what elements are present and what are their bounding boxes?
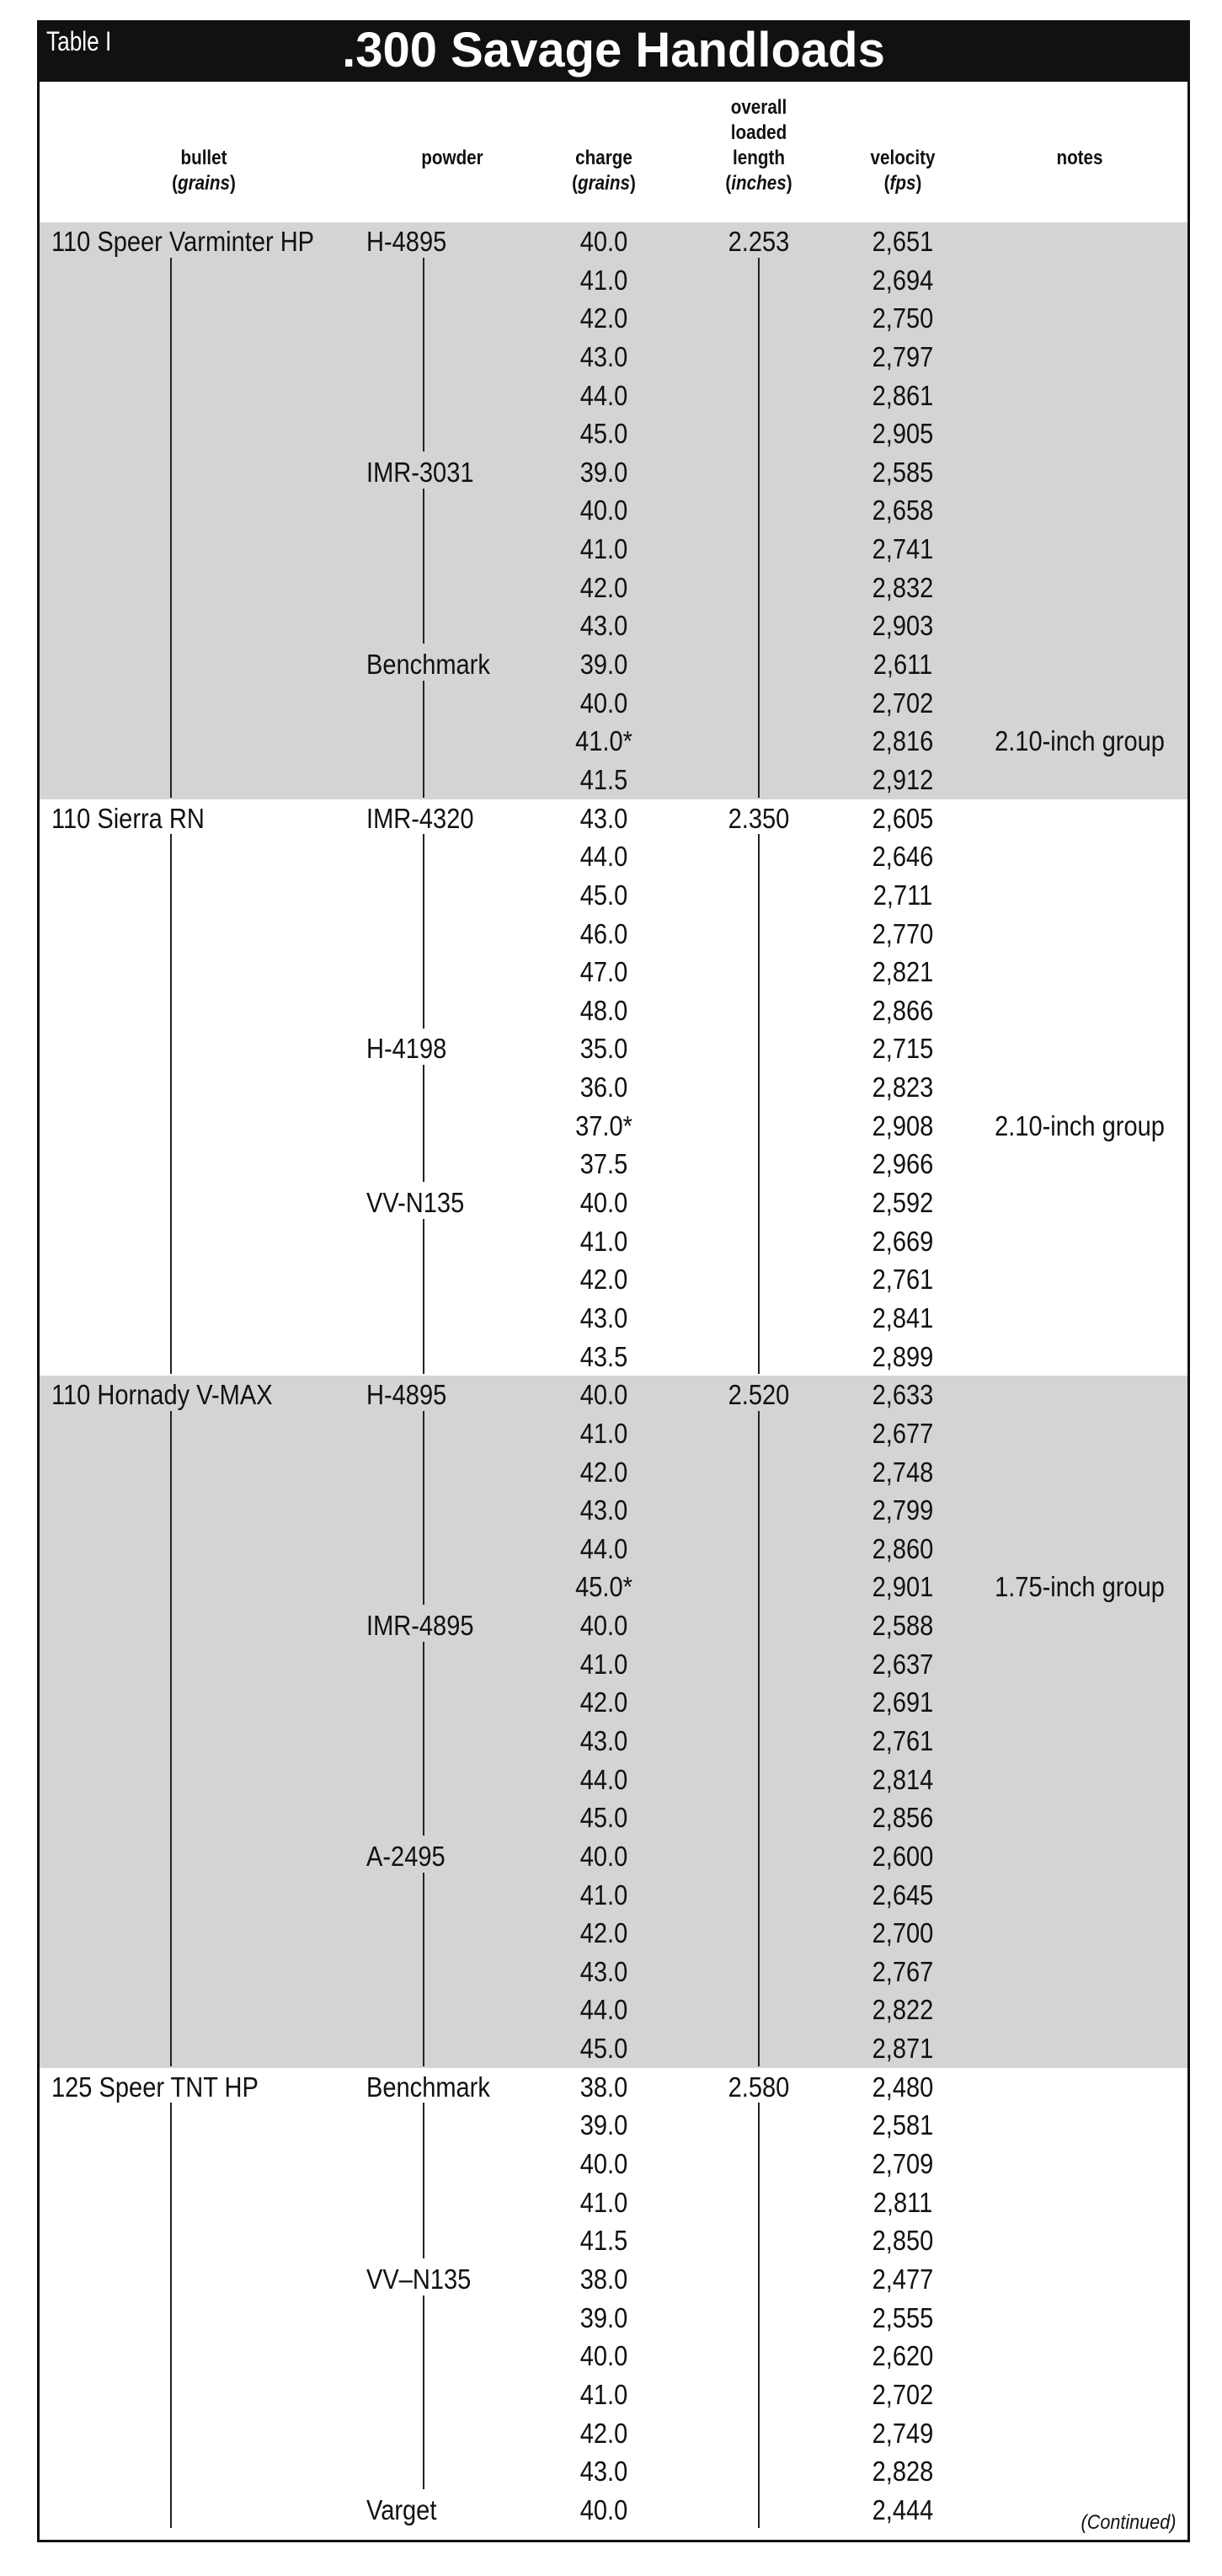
velocity-cell: 2,646: [872, 841, 934, 873]
velocity-cell: 2,761: [872, 1724, 934, 1756]
table-row: [40, 607, 1187, 645]
header-bullet: bullet (grains): [172, 147, 236, 195]
charge-cell: 43.0: [579, 2456, 628, 2488]
velocity-cell: 2,821: [872, 956, 934, 988]
notes-cell: 1.75-inch group: [995, 1571, 1165, 1603]
velocity-cell: 2,903: [872, 610, 934, 642]
charge-cell: 44.0: [579, 379, 628, 411]
charge-cell: 41.0: [579, 1879, 628, 1911]
charge-cell: 40.0: [579, 494, 628, 526]
table-row: [40, 645, 1187, 684]
velocity-cell: 2,585: [872, 456, 934, 488]
table-body: [40, 222, 1187, 2529]
charge-cell: 45.0: [579, 1802, 628, 1834]
table-row: [40, 299, 1187, 338]
powder-cell: Benchmark: [366, 2071, 490, 2103]
velocity-cell: 2,861: [872, 379, 934, 411]
table-row: [40, 1991, 1187, 2029]
charge-cell: 40.0: [579, 2340, 628, 2372]
table-row: [40, 1184, 1187, 1222]
table-row: [40, 1338, 1187, 1376]
charge-cell: 43.0: [579, 802, 628, 834]
charge-cell: 40.0: [579, 2148, 628, 2180]
velocity-cell: 2,908: [872, 1109, 934, 1141]
charge-cell: 38.0: [579, 2263, 628, 2295]
bullet-group: [40, 799, 1187, 1376]
velocity-cell: 2,750: [872, 302, 934, 334]
velocity-cell: 2,860: [872, 1532, 934, 1564]
notes-cell: 2.10-inch group: [995, 725, 1165, 757]
velocity-cell: 2,770: [872, 917, 934, 949]
charge-cell: 38.0: [579, 2071, 628, 2103]
velocity-cell: 2,966: [872, 1148, 934, 1180]
table-row: [40, 1645, 1187, 1684]
velocity-cell: 2,633: [872, 1379, 934, 1411]
table-row: [40, 1761, 1187, 1799]
table-row: [40, 2491, 1187, 2530]
charge-cell: 45.0*: [575, 1571, 632, 1603]
powder-cell: A-2495: [366, 1840, 446, 1872]
charge-cell: 39.0: [579, 2301, 628, 2333]
powder-continuation-line: [423, 2103, 424, 2258]
notes-cell: 2.10-inch group: [995, 1109, 1165, 1141]
velocity-cell: 2,477: [872, 2263, 934, 2295]
table-row: [40, 1491, 1187, 1530]
table-row: [40, 2068, 1187, 2107]
table-row: [40, 1722, 1187, 1761]
velocity-cell: 2,709: [872, 2148, 934, 2180]
oal-cell: 2.253: [728, 226, 790, 257]
velocity-cell: 2,691: [872, 1686, 934, 1718]
charge-cell: 47.0: [579, 956, 628, 988]
powder-continuation-line: [423, 1411, 424, 1605]
table-row: [40, 1260, 1187, 1299]
charge-cell: 40.0: [579, 1379, 628, 1411]
charge-cell: 40.0: [579, 2493, 628, 2525]
continued-note: (Continued): [1081, 2511, 1176, 2534]
velocity-cell: 2,711: [872, 879, 933, 911]
header-oal: overall loaded length (inches): [725, 96, 792, 195]
table-row: [40, 414, 1187, 453]
velocity-cell: 2,814: [872, 1763, 934, 1795]
velocity-cell: 2,799: [872, 1494, 934, 1526]
velocity-cell: 2,767: [872, 1955, 934, 1987]
table-row: [40, 1145, 1187, 1184]
charge-cell: 42.0: [579, 2417, 628, 2449]
velocity-cell: 2,912: [872, 763, 934, 795]
header-powder: powder: [421, 147, 483, 169]
charge-cell: 46.0: [579, 917, 628, 949]
charge-cell: 43.0: [579, 1301, 628, 1333]
table-row: [40, 1453, 1187, 1492]
bullet-group: [40, 2068, 1187, 2530]
charge-cell: 40.0: [579, 687, 628, 719]
velocity-cell: 2,841: [872, 1301, 934, 1333]
powder-continuation-line: [423, 1642, 424, 1836]
charge-cell: 39.0: [579, 2109, 628, 2141]
velocity-cell: 2,620: [872, 2340, 934, 2372]
charge-cell: 35.0: [579, 1033, 628, 1065]
table-row: [40, 1568, 1187, 1606]
table-row: [40, 377, 1187, 415]
powder-continuation-line: [423, 2295, 424, 2489]
bullet-continuation-line: [170, 1411, 172, 2066]
velocity-cell: 2,669: [872, 1225, 934, 1257]
table-row: [40, 2414, 1187, 2453]
powder-continuation-line: [423, 1065, 424, 1182]
velocity-cell: 2,651: [872, 226, 934, 257]
table-row: [40, 338, 1187, 377]
velocity-cell: 2,702: [872, 2378, 934, 2410]
oal-cell: 2.520: [728, 1379, 790, 1411]
charge-cell: 40.0: [579, 1840, 628, 1872]
oal-cell: 2.350: [728, 802, 790, 834]
velocity-cell: 2,645: [872, 1879, 934, 1911]
table-row: [40, 799, 1187, 838]
table-row: [40, 222, 1187, 261]
charge-cell: 41.0: [579, 1225, 628, 1257]
table-row: [40, 1876, 1187, 1915]
table-title: .300 Savage Handloads: [342, 23, 885, 77]
table-row: [40, 2183, 1187, 2222]
table-row: [40, 1606, 1187, 1645]
charge-cell: 45.0: [579, 2033, 628, 2065]
table-row: [40, 722, 1187, 761]
table-row: [40, 2221, 1187, 2260]
velocity-cell: 2,899: [872, 1340, 934, 1372]
table-row: [40, 1414, 1187, 1453]
charge-cell: 37.5: [579, 1148, 628, 1180]
velocity-cell: 2,741: [872, 533, 934, 565]
powder-cell: IMR-4320: [366, 802, 474, 834]
table-row: [40, 1376, 1187, 1414]
velocity-cell: 2,901: [872, 1571, 934, 1603]
velocity-cell: 2,605: [872, 802, 934, 834]
charge-cell: 43.0: [579, 610, 628, 642]
charge-cell: 48.0: [579, 994, 628, 1026]
table-row: [40, 569, 1187, 607]
table-row: [40, 1107, 1187, 1146]
charge-cell: 43.0: [579, 1724, 628, 1756]
table-row: [40, 876, 1187, 915]
charge-cell: 44.0: [579, 841, 628, 873]
powder-cell: IMR-4895: [366, 1610, 474, 1642]
charge-cell: 40.0: [579, 1187, 628, 1219]
velocity-cell: 2,748: [872, 1456, 934, 1488]
powder-continuation-line: [423, 258, 424, 452]
velocity-cell: 2,480: [872, 2071, 934, 2103]
velocity-cell: 2,905: [872, 418, 934, 450]
table-label: Table I: [46, 26, 112, 56]
powder-continuation-line: [423, 489, 424, 644]
table-row: [40, 2452, 1187, 2491]
charge-cell: 41.0: [579, 533, 628, 565]
velocity-cell: 2,871: [872, 2033, 934, 2065]
charge-cell: 45.0: [579, 418, 628, 450]
velocity-cell: 2,677: [872, 1417, 934, 1449]
velocity-cell: 2,588: [872, 1610, 934, 1642]
velocity-cell: 2,866: [872, 994, 934, 1026]
charge-cell: 39.0: [579, 456, 628, 488]
table-row: [40, 1530, 1187, 1569]
charge-cell: 44.0: [579, 1994, 628, 2026]
powder-continuation-line: [423, 834, 424, 1028]
table-row: [40, 2106, 1187, 2145]
table-row: [40, 2029, 1187, 2068]
charge-cell: 41.0: [579, 2186, 628, 2218]
velocity-cell: 2,600: [872, 1840, 934, 1872]
velocity-cell: 2,592: [872, 1187, 934, 1219]
bullet-continuation-line: [170, 2103, 172, 2527]
oal-cell: 2.580: [728, 2071, 790, 2103]
charge-cell: 43.0: [579, 1494, 628, 1526]
charge-cell: 42.0: [579, 1917, 628, 1949]
charge-cell: 42.0: [579, 302, 628, 334]
table-row: [40, 1914, 1187, 1953]
velocity-cell: 2,694: [872, 264, 934, 296]
table-row: [40, 2337, 1187, 2376]
oal-continuation-line: [758, 1411, 760, 2066]
table-row: [40, 761, 1187, 799]
header-charge: charge (grains): [572, 147, 636, 195]
velocity-cell: 2,444: [872, 2493, 934, 2525]
bullet-group: [40, 1376, 1187, 2068]
charge-cell: 43.0: [579, 340, 628, 372]
charge-cell: 41.0: [579, 2378, 628, 2410]
velocity-cell: 2,856: [872, 1802, 934, 1834]
velocity-cell: 2,797: [872, 340, 934, 372]
table-row: [40, 2260, 1187, 2299]
velocity-cell: 2,555: [872, 2301, 934, 2333]
bullet-cell: 110 Sierra RN: [51, 802, 205, 834]
header-velocity: velocity (fps): [870, 147, 936, 195]
velocity-cell: 2,811: [872, 2186, 933, 2218]
charge-cell: 41.0: [579, 1417, 628, 1449]
table-row: [40, 530, 1187, 569]
powder-continuation-line: [423, 681, 424, 798]
bullet-group: [40, 222, 1187, 799]
charge-cell: 40.0: [579, 226, 628, 257]
table-row: [40, 684, 1187, 723]
powder-cell: H-4198: [366, 1033, 447, 1065]
velocity-cell: 2,581: [872, 2109, 934, 2141]
charge-cell: 39.0: [579, 649, 628, 681]
velocity-cell: 2,749: [872, 2417, 934, 2449]
velocity-cell: 2,715: [872, 1033, 934, 1065]
powder-cell: VV-N135: [366, 1187, 465, 1219]
bullet-cell: 125 Speer TNT HP: [51, 2071, 259, 2103]
table-row: [40, 1029, 1187, 1068]
bullet-cell: 110 Hornady V-MAX: [51, 1379, 273, 1411]
velocity-cell: 2,823: [872, 1072, 934, 1104]
velocity-cell: 2,822: [872, 1994, 934, 2026]
charge-cell: 37.0*: [575, 1109, 632, 1141]
charge-cell: 41.0: [579, 1648, 628, 1680]
table-row: [40, 1798, 1187, 1837]
charge-cell: 41.0*: [575, 725, 632, 757]
velocity-cell: 2,702: [872, 687, 934, 719]
velocity-cell: 2,828: [872, 2456, 934, 2488]
charge-cell: 42.0: [579, 1456, 628, 1488]
velocity-cell: 2,832: [872, 571, 934, 603]
header-notes: notes: [1056, 147, 1103, 169]
table-row: [40, 1222, 1187, 1261]
velocity-cell: 2,611: [872, 649, 933, 681]
charge-cell: 41.5: [579, 763, 628, 795]
table-row: [40, 1683, 1187, 1722]
bullet-cell: 110 Speer Varminter HP: [51, 226, 315, 257]
table-row: [40, 2299, 1187, 2338]
bullet-continuation-line: [170, 258, 172, 798]
table-row: [40, 1953, 1187, 1991]
table-row: [40, 953, 1187, 991]
table-row: [40, 915, 1187, 954]
powder-cell: Benchmark: [366, 649, 490, 681]
charge-cell: 44.0: [579, 1763, 628, 1795]
table-row: [40, 261, 1187, 300]
oal-continuation-line: [758, 258, 760, 798]
oal-continuation-line: [758, 834, 760, 1374]
velocity-cell: 2,761: [872, 1264, 934, 1296]
charge-cell: 43.5: [579, 1340, 628, 1372]
charge-cell: 36.0: [579, 1072, 628, 1104]
velocity-cell: 2,637: [872, 1648, 934, 1680]
handloads-table: [37, 20, 1190, 2542]
charge-cell: 45.0: [579, 879, 628, 911]
powder-cell: IMR-3031: [366, 456, 474, 488]
powder-cell: VV–N135: [366, 2263, 472, 2295]
charge-cell: 42.0: [579, 1686, 628, 1718]
charge-cell: 40.0: [579, 1610, 628, 1642]
table-row: [40, 1068, 1187, 1107]
table-row: [40, 2376, 1187, 2414]
powder-cell: H-4895: [366, 226, 447, 257]
charge-cell: 42.0: [579, 1264, 628, 1296]
charge-cell: 41.5: [579, 2225, 628, 2257]
velocity-cell: 2,658: [872, 494, 934, 526]
oal-continuation-line: [758, 2103, 760, 2527]
title-bar: [40, 23, 1187, 82]
powder-continuation-line: [423, 1873, 424, 2066]
table-row: [40, 453, 1187, 492]
velocity-cell: 2,700: [872, 1917, 934, 1949]
charge-cell: 43.0: [579, 1955, 628, 1987]
charge-cell: 41.0: [579, 264, 628, 296]
table-row: [40, 837, 1187, 876]
bullet-continuation-line: [170, 834, 172, 1374]
powder-cell: H-4895: [366, 1379, 447, 1411]
table-row: [40, 2145, 1187, 2183]
charge-cell: 44.0: [579, 1532, 628, 1564]
table-row: [40, 1299, 1187, 1338]
table-row: [40, 991, 1187, 1030]
charge-cell: 42.0: [579, 571, 628, 603]
velocity-cell: 2,850: [872, 2225, 934, 2257]
table-row: [40, 491, 1187, 530]
powder-cell: Varget: [366, 2493, 437, 2525]
powder-continuation-line: [423, 1219, 424, 1375]
velocity-cell: 2,816: [872, 725, 934, 757]
table-row: [40, 1837, 1187, 1876]
